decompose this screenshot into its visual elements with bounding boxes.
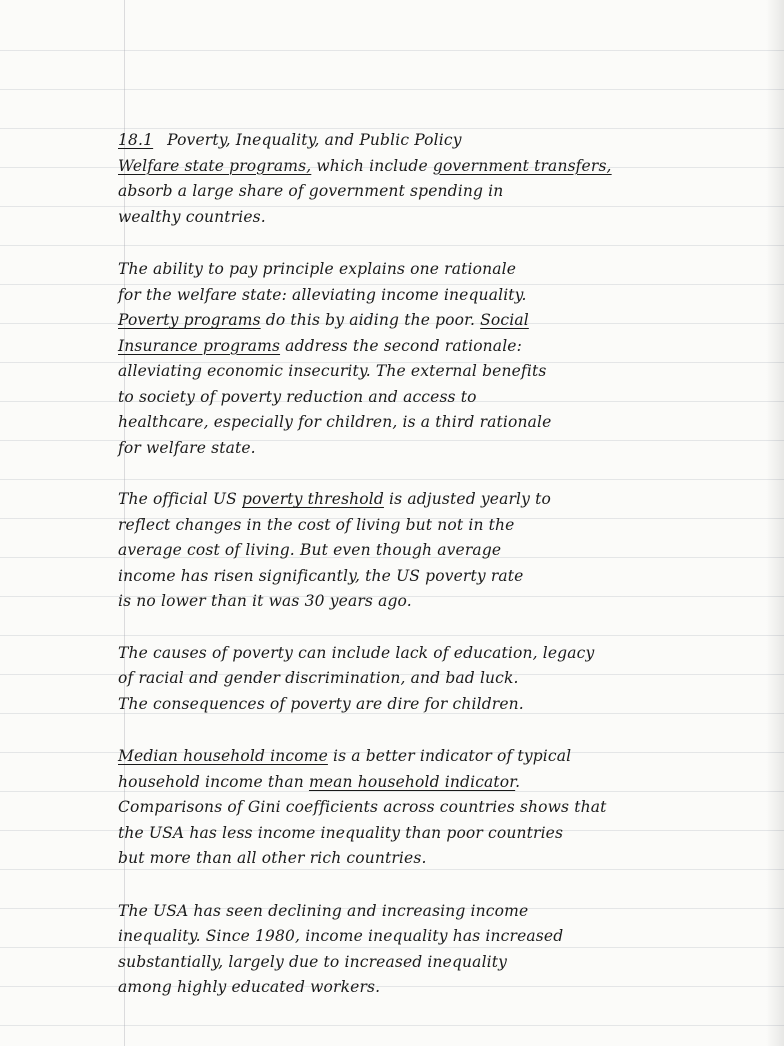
term-median-household-income: Median household income: [118, 747, 328, 765]
term-insurance-programs: Insurance programs: [118, 336, 281, 355]
term-social: Social: [480, 311, 529, 329]
p2-line-4: Insurance programs address the second rationale:: [118, 336, 523, 355]
p3-line-4: income has risen significantly, the US poverty rate: [118, 566, 524, 585]
p5-line-1: Median household income is a better indicator of typical: [118, 747, 572, 765]
p3-line-1: The official US poverty threshold is adjusted yearly to: [118, 490, 551, 508]
p2-line-2: for the welfare state: alleviating income inequality.: [118, 285, 527, 304]
p1-line-1: Welfare state programs, which include government transfers,: [118, 156, 612, 175]
p2-line-3: Poverty programs do this by aiding the poor. Social: [118, 311, 529, 329]
section-title: Poverty, Inequality, and Public Policy: [167, 131, 462, 149]
p6-line-3: substantially, largely due to increased inequality: [118, 952, 508, 971]
p2-line-6: to society of poverty reduction and access to: [118, 387, 477, 406]
p1-line-3: wealthy countries.: [118, 207, 266, 226]
term-poverty-threshold: poverty threshold: [241, 490, 384, 508]
page-edge-shadow: [766, 0, 784, 1046]
p3-line-2: reflect changes in the cost of living but not in the: [118, 515, 515, 534]
p1-line-2: absorb a large share of government spending in: [118, 182, 504, 200]
p4-line-1: The causes of poverty can include lack of education, legacy: [118, 643, 595, 662]
p5-line-4: the USA has less income inequality than poor countries: [118, 823, 564, 842]
p6-line-2: inequality. Since 1980, income inequality has increased: [118, 927, 564, 945]
p6-line-4: among highly educated workers.: [118, 978, 381, 996]
p2-line-5: alleviating economic insecurity. The external benefits: [118, 362, 547, 380]
p4-line-3: The consequences of poverty are dire for children.: [118, 694, 524, 713]
heading: [118, 128, 766, 154]
p6-line-1: The USA has seen declining and increasing income: [118, 901, 529, 920]
term-poverty-programs: Poverty programs: [118, 311, 261, 329]
p5-line-5: but more than all other rich countries.: [118, 849, 427, 867]
p2-line-7: healthcare, especially for children, is a third rationale: [118, 413, 552, 431]
term-mean-household-indicator: mean household indicator: [308, 772, 516, 791]
handwritten-notes: [118, 128, 766, 1001]
p2-line-1: The ability to pay principle explains one rationale: [118, 260, 517, 278]
p5-line-3: Comparisons of Gini coefficients across countries shows that: [118, 798, 607, 816]
p3-line-3: average cost of living. But even though average: [118, 541, 502, 559]
p2-line-8: for welfare state.: [118, 438, 256, 457]
p5-line-2: household income than mean household indicator.: [118, 772, 521, 791]
term-welfare-state-programs: Welfare state programs,: [118, 156, 312, 175]
p3-line-5: is no lower than it was 30 years ago.: [118, 592, 412, 610]
section-number: 18.1: [118, 131, 154, 149]
term-government-transfers: government transfers,: [432, 156, 612, 175]
p4-line-2: of racial and gender discrimination, and bad luck.: [118, 669, 519, 687]
